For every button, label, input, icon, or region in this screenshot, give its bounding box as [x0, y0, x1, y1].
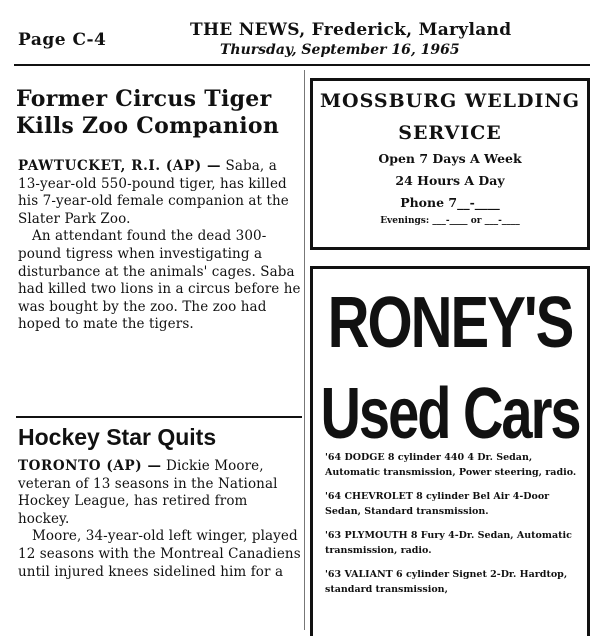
car-listing [325, 451, 583, 480]
hockey-paragraph-1-text: Dickie Moore, veteran of 13 seasons in the National Hockey League, has retired from hockey. [18, 458, 278, 527]
car-make: PLYMOUTH [344, 530, 408, 541]
column-divider [304, 70, 305, 630]
welding-ad-hours-2: 24 Hours A Day [395, 173, 505, 188]
car-description: 6 cylinder Signet 2-Dr. Hardtop, standard transmission, [325, 569, 568, 595]
tiger-paragraph-1-text: Saba, a 13-year-old 550-pound tiger, has killed his 7-year-old female companion at the Slater Park Zoo. [18, 158, 289, 227]
publication-name: THE NEWS, Frederick, Maryland [190, 20, 512, 40]
hockey-story [18, 458, 302, 581]
hockey-paragraph-1 [18, 458, 302, 528]
welding-ad [310, 78, 590, 250]
car-listing [325, 490, 583, 519]
roneys-ad [310, 266, 590, 636]
tiger-paragraph-1 [18, 158, 302, 228]
car-list [325, 451, 583, 607]
roneys-ad-subtitle: Used Cars [320, 371, 580, 454]
car-listing [325, 529, 583, 558]
tiger-paragraph-2: An attendant found the dead 300-pound tigress when investigating a disturbance at the animals' cages. Saba had killed two lions in a circus before he was bought by the zoo. The zoo had hoped to mate the tigers. [18, 228, 301, 333]
car-make: DODGE [344, 452, 385, 463]
story-divider [16, 416, 302, 418]
welding-ad-phone: Phone 7__-____ [400, 195, 500, 210]
tiger-story [18, 158, 302, 334]
car-description: 8 cylinder 440 4 Dr. Sedan, Automatic transmission, Power steering, radio. [325, 452, 577, 478]
roneys-ad-title: RONEY'S [327, 281, 573, 363]
welding-ad-title-1: MOSSBURG WELDING [319, 90, 580, 112]
car-description: 8 Fury 4-Dr. Sedan, Automatic transmission, radio. [325, 530, 572, 556]
hockey-paragraph-2: Moore, 34-year-old left winger, played 12 seasons with the Montreal Canadiens until injured knees sidelined him for a [18, 528, 301, 580]
hockey-headline: Hockey Star Quits [18, 424, 217, 450]
car-make: VALIANT [344, 569, 393, 580]
welding-ad-title-2: SERVICE [398, 122, 502, 144]
welding-ad-hours-1: Open 7 Days A Week [378, 151, 522, 166]
tiger-dateline: PAWTUCKET, R.I. (AP) — [18, 158, 222, 174]
car-year: '64 [325, 491, 342, 502]
car-description: 8 cylinder Bel Air 4-Door Sedan, Standard transmission. [325, 491, 550, 517]
masthead-rule [14, 64, 590, 66]
welding-ad-evenings: Evenings: ___-____ or ___-____ [380, 216, 520, 226]
page-number: Page C-4 [18, 30, 107, 50]
tiger-headline: Former Circus Tiger Kills Zoo Companion [16, 86, 280, 139]
car-listing [325, 568, 583, 597]
publication-date: Thursday, September 16, 1965 [220, 42, 460, 58]
hockey-dateline: TORONTO (AP) — [18, 458, 162, 474]
car-make: CHEVROLET [344, 491, 413, 502]
car-year: '64 [325, 452, 342, 463]
car-year: '63 [325, 530, 342, 541]
car-year: '63 [325, 569, 342, 580]
